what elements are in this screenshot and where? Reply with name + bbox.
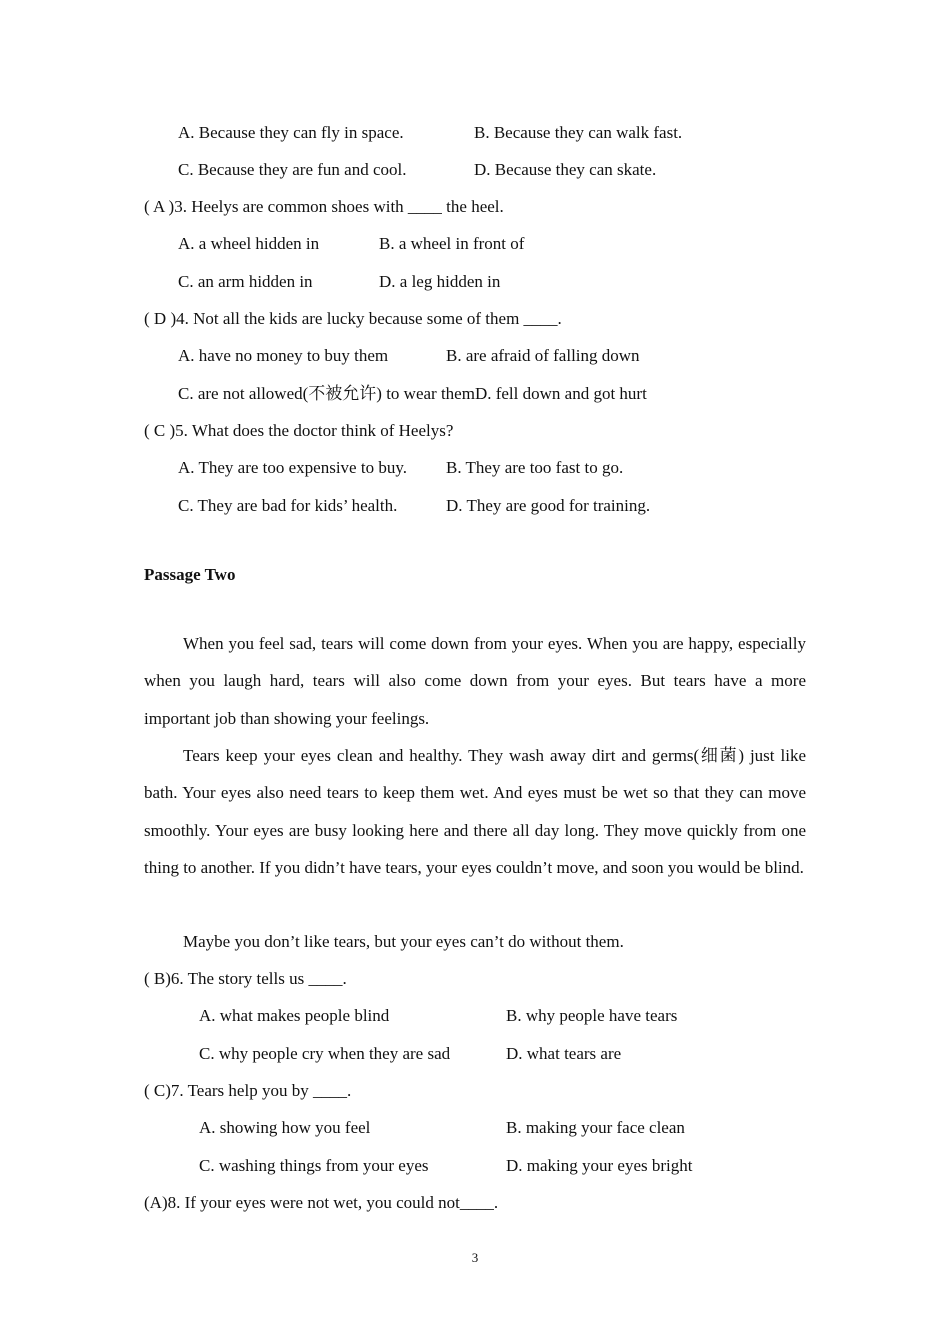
passage-title: Passage Two [144, 565, 236, 584]
q3-option-d: D. a leg hidden in [379, 272, 501, 291]
q8-question: (A)8. If your eyes were not wet, you could not____. [144, 1193, 499, 1212]
q2-option-c: C. Because they are fun and cool. [178, 160, 407, 179]
paragraph-2: Tears keep your eyes clean and healthy. They wash away dirt and germs(细菌) just like bath. Your eyes also need tears to keep them wet. And eyes must be wet so that they can move smoothly. Your eyes are busy looking here and there all day long. They move quickly from one thing to another. If you didn’t have tears, your eyes couldn’t move, and soon you would be blind. [144, 746, 806, 877]
q4-option-a: A. have no money to buy them [178, 346, 389, 365]
q4-option-cd: C. are not allowed(不被允许) to wear themD. fell down and got hurt [178, 384, 647, 403]
q2-option-b: B. Because they can walk fast. [474, 123, 683, 142]
q3-option-c: C. an arm hidden in [178, 272, 313, 291]
q6-option-d: D. what tears are [506, 1044, 622, 1063]
q7-option-a: A. showing how you feel [199, 1118, 371, 1137]
q7-option-b: B. making your face clean [506, 1118, 685, 1137]
q5-option-b: B. They are too fast to go. [446, 458, 624, 477]
q5-option-d: D. They are good for training. [446, 496, 651, 515]
q2-option-d: D. Because they can skate. [474, 160, 657, 179]
q3-option-a: A. a wheel hidden in [178, 234, 320, 253]
q6-question: ( B)6. The story tells us ____. [144, 969, 347, 988]
q5-option-a: A. They are too expensive to buy. [178, 458, 407, 477]
q4-option-b: B. are afraid of falling down [446, 346, 640, 365]
q6-option-a: A. what makes people blind [199, 1006, 390, 1025]
paragraph-1: When you feel sad, tears will come down from your eyes. When you are happy, especially when you laugh hard, tears will also come down from your eyes. But tears have a more important job than showing your feelings. [144, 634, 806, 728]
q7-option-d: D. making your eyes bright [506, 1156, 693, 1175]
q3-option-b: B. a wheel in front of [379, 234, 525, 253]
q3-question: ( A )3. Heelys are common shoes with ____ the heel. [144, 197, 504, 216]
page-number: 3 [471, 1250, 479, 1265]
q5-option-c: C. They are bad for kids’ health. [178, 496, 398, 515]
q7-question: ( C)7. Tears help you by ____. [144, 1081, 352, 1100]
q4-question: ( D )4. Not all the kids are lucky because some of them ____. [144, 309, 562, 328]
q6-option-b: B. why people have tears [506, 1006, 678, 1025]
paragraph-3: Maybe you don’t like tears, but your eyes can’t do without them. [183, 932, 624, 951]
q2-option-a: A. Because they can fly in space. [178, 123, 404, 142]
q7-option-c: C. washing things from your eyes [199, 1156, 429, 1175]
q6-option-c: C. why people cry when they are sad [199, 1044, 451, 1063]
q5-question: ( C )5. What does the doctor think of Heelys? [144, 421, 454, 440]
